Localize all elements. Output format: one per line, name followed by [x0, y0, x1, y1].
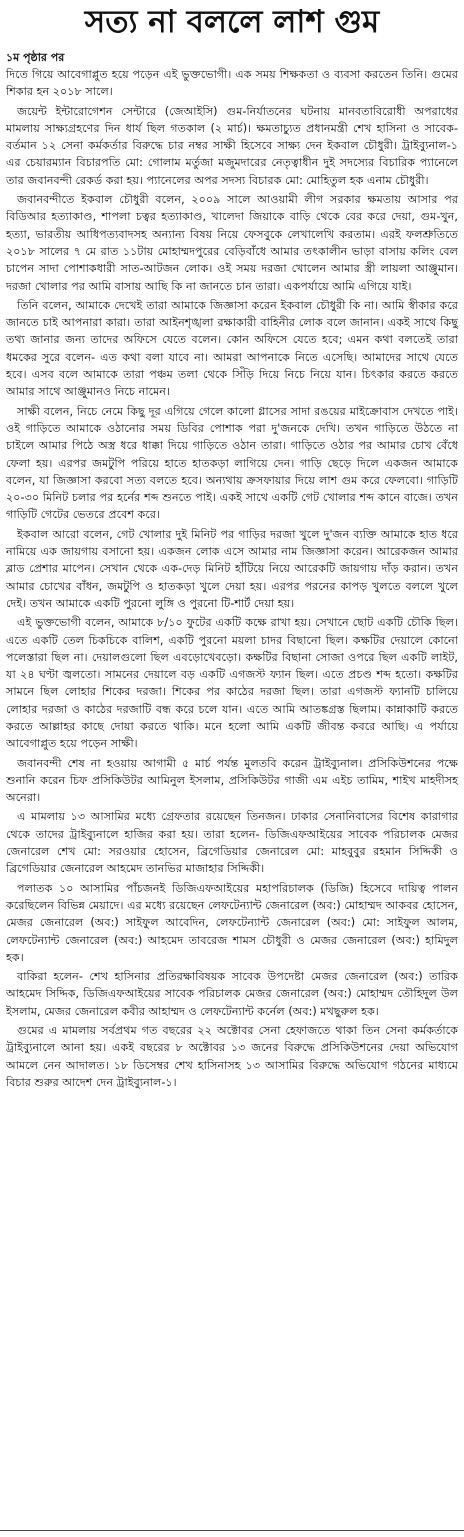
bottom-divider: [0, 1530, 464, 1537]
article-paragraph: পলাতক ১০ আসামির পাঁচজনই ডিজিএফআইয়ের মহাপরিচালক (ডিজি) হিসেবে দায়িত্ব পালন করেছিলেন বিভিন্ন মেয়াদে। এর মধ্যে রয়েছেন লেফটেন্যান্ট জেনারেল (অব:) মোহাম্মদ আকবর হোসেন, মেজর জেনারেল (অব:) সাইফুল আবেদিন, লেফটেন্যান্ট জেনারেল (অব:) মো: সাইফুল আলম, লেফটেন্যান্ট জেনারেল (অব:) আহমেদ তাবরেজ শামস চৌধুরী ও মেজর জেনারেল (অব:) হামিদুল হক।: [6, 881, 458, 964]
article-paragraph: বাকিরা হলেন- শেখ হাসিনার প্রতিরক্ষাবিষয়ক সাবেক উপদেষ্টা মেজর জেনারেল (অব:) তারিক আহমেদ সিদ্দিক, ডিজিএফআইয়ের সাবেক পরিচালক মেজর জেনারেল (অব:) মোহাম্মদ তৌহিদুল উল ইসলাম, মেজর জেনারেল কবীর আহাম্মদ ও লেফটেন্যান্ট কর্নেল (অব:) মখছুরুল হক।: [6, 970, 458, 1018]
article-paragraph: জবানবন্দীতে ইকবাল চৌধুরী বলেন, ২০০৯ সালে আওয়ামী লীগ সরকার ক্ষমতায় আসার পর বিডিআর হত্যাকাণ্ড, শাপলা চত্বর হত্যাকাণ্ড, খালেদা জিয়াকে বাড়ি থেকে বের করে দেয়া, গুম-খুন, হত্যা, ভারতীয় আধিপত্যবাদসহ অন্যান্য বিষয় নিয়ে ফেসবুকে লেখালেখি করতাম। এরই ফলশ্রুতিতে ২০১৮ সালের ৭ মে রাত ১১টায় মোহাম্মদপুরের বেড়িবাঁধে আমার তৎকালীন ভাড়া বাসায় কলিং বেল চাপেন সাদা পোশাকধারী সাত-আটজন লোক। ওই সময় দরজা খোলেন আমার স্ত্রী লায়লা আঞ্জুমান। দরজা খোলার পর আমি বাসায় আছি কি না জানতে চান তারা। একপর্যায়ে আমি এগিয়ে যাই।: [6, 193, 458, 293]
headline: সত্য না বললে লাশ গুম: [84, 4, 380, 40]
article-paragraph: এ মামলায় ১৩ আসামির মধ্যে গ্রেফতার রয়েছেন তিনজন। ঢাকার সেনানিবাসের বিশেষ কারাগার থেকে তাদের ট্রাইব্যুনালে হাজির করা হয়। তারা হলেন- ডিজিএফআইয়ের সাবেক পরিচালক মেজর জেনারেল শেখ মো: সরওয়ার হোসেন, ব্রিগেডিয়ার জেনারেল মো: মাহবুবুর রহমান সিদ্দিকী ও ব্রিগেডিয়ার জেনারেল আহমেদ তানভির মাজাহার সিদ্দিকী।: [6, 810, 458, 876]
article-body: [6, 66, 458, 1091]
article-paragraph: সাক্ষী বলেন, নিচে নেমে কিছু দূর এগিয়ে গেলে কালো গ্লাসের সাদা রঙয়ের মাইক্রোবাস দেখতে পাই। ওই গাড়িতে আমাকে ওঠানোর সময় ডিবির পোশাক পরা দু'জনকে দেখি। তখন গাড়িতে উঠতে না চাইলে আমার পিঠে অস্ত্র ধরে ধাক্কা দিয়ে গাড়িতে ওঠান তারা। গাড়িতে ওঠার পর আমার চোখ বেঁধে ফেলা হয়। এরপর জমটুপি পরিয়ে হাতে হাতকড়া লাগিয়ে দেন। গাড়ি ছেড়ে দিলে একজন আমাকে বলেন, যা জিজ্ঞাসা করবো সত্য বলতে হবে। অন্যথায় ক্রসফায়ার দিয়ে লাশ গুম করে ফেলবো। গাড়িটি ২০-৩০ মিনিট চলার পর হর্নের শব্দ শুনতে পাই। একই সাথে একটি গেট খোলার শব্দ কানে বাজে। তখন গাড়িটি গেটের ভেতরে প্রবেশ করে।: [6, 404, 458, 522]
article-paragraph: জয়েন্ট ইন্টারোগেশন সেন্টারে (জেআইসি) গুম-নির্যাতনের ঘটনায় মানবতাবিরোধী অপরাধের মামলায় সাক্ষ্যগ্রহণের দিন ধার্য ছিল গতকাল (২ মার্চ)। ক্ষমতাচ্যুত প্রধানমন্ত্রী শেখ হাসিনা ও সাবেক-বর্তমান ১২ সেনা কর্মকর্তার বিরুদ্ধে চার নম্বর সাক্ষী হিসেবে সাক্ষ্য দেন ইকবাল চৌধুরী। ট্রাইব্যুনাল-১ এর চেয়ারম্যান বিচারপতি মো: গোলাম মর্তুজা মজুমদারের নেতৃত্বাধীন দুই সদস্যের বিচারিক প্যানেলে তার জবানবন্দী রেকর্ড করা হয়। প্যানেলের অপর সদস্য বিচারক মো: মোহিতুল হক এনাম চৌধুরী।: [6, 104, 458, 187]
article-paragraph: গুমের এ মামলায় সর্বপ্রথম গত বছরের ২২ অক্টোবর সেনা হেফাজতে থাকা তিন সেনা কর্মকর্তাকে ট্রাইব্যুনালে আনা হয়। একই বছরের ৮ অক্টোবর ১৩ জনের বিরুদ্ধে প্রসিকিউশনের দেয়া অভিযোগ আমলে নেন আদালত। ১৮ ডিসেম্বর শেখ হাসিনাসহ ১৩ আসামির বিরুদ্ধে অভিযোগ গঠনের মাধ্যমে বিচার শুরুর আদেশ দেন ট্রাইব্যুনাল-১।: [6, 1024, 458, 1089]
article-paragraph: এই ভুক্তভোগী বলেন, আমাকে ৮/১০ ফুটের একটি কক্ষে রাখা হয়। সেখানে ছোট একটি চৌকি ছিল। এতে একটি তেল চিকচিকে বালিশ, একটি পুরনো ময়লা চাদর বিছানো ছিল। কক্ষটির দেয়ালে কোনো পলেস্তারা ছিল না। দেয়ালগুলো ছিল এবড়োখেবড়ো। কক্ষটির বিছানা সোজা ওপরে ছিল একটি লাইট, যা ২৪ ঘণ্টা জ্বলতো। সামনের দেয়ালে বড় একটি এগজস্ট ফ্যান ছিল। এতে প্রচণ্ড শব্দ হতো। কক্ষটির সামনে ছিল লোহার শিকের দরজা। শিকের পর কাঠের দরজা ছিল। তারা এগজস্ট ফ্যানটি চালিয়ে লোহার দরজা ও কাঠের দরজাটি বন্ধ করে চলে যান। এতে আমি আতঙ্কগ্রস্ত ছিলাম। কান্নাকাটি করতে করতে আল্লাহর কাছে দোয়া করতে থাকি। মনে হলো আমি একটি জীবন্ত কবরে আছি। এ পর্যায়ে আবেগাপ্লুত হয়ে পড়েন সাক্ষী।: [6, 616, 458, 751]
article-paragraph: দিতে গিয়ে আবেগাপ্লুত হয়ে পড়েন এই ভুক্তভোগী। এক সময় শিক্ষকতা ও ব্যবসা করতেন তিনি। গুমের শিকার হন ২০১৮ সালে।: [6, 68, 458, 99]
article-paragraph: জবানবন্দী শেষ না হওয়ায় আগামী ৫ মার্চ পর্যন্ত মুলতবি করেন ট্রাইব্যুনাল। প্রসিকিউশনের পক্ষে শুনানি করেন চিফ প্রসিকিউটর আমিনুল ইসলাম, প্রসিকিউটর গাজী এম এইচ তামিম, শাইখ মাহদীসহ অনেরা।: [6, 756, 458, 805]
article-paragraph: তিনি বলেন, আমাকে দেখেই তারা আমাকে জিজ্ঞাসা করেন ইকবাল চৌধুরী কি না। আমি স্বীকার করে জানতে চাই আপনারা কারা। তারা আইনশৃঙ্খলা রক্ষাকারী বাহিনীর লোক বলে জানান। একই সাথে কিছু তথ্য জানার জন্য তাদের অফিসে যেতে বলেন। কোন অফিসে যেতে হবে; এমন কথা বলতেই তারা ধমকের সুরে বলেন- এত কথা বলা যাবে না। আমরা আপনাকে নিতে এসেছি। আমাদের সাথে যেতে হবে। এসব বলে আমাকে তারা পঞ্চম তলা থেকে সিঁড়ি দিয়ে নিচে নিয়ে যান। চিৎকার করতে করতে আমার সাথে আঞ্জুমানও নিচে নামেন।: [6, 298, 458, 399]
continued-from-label: ১ম পৃষ্ঠার পর: [6, 51, 65, 64]
article-paragraph: ইকবাল আরো বলেন, গেট খোলার দুই মিনিট পর গাড়ির দরজা খুলে দু'জন ব্যক্তি আমাকে হাত ধরে নামিয়ে এক জায়গায় বসানো হয়। একজন লোক এসে আমার নাম জিজ্ঞাসা করেন। আরেকজন আমার ব্লাড প্রেশার মাপেন। সেখান থেকে এক-দেড় মিনিট হাঁটিয়ে নিয়ে আরেকটি জায়গায় দাঁড় করান। তখন আমার চোখের বাঁধন, জমটুপি ও হাতকড়া খুলে দেয়া হয়। এরপর পরনের কাপড় খুলতে বললে খুলে দেই। তখন আমাকে একটি পুরনো লুঙ্গি ও পুরনো টি-শার্ট দেয়া হয়।: [6, 527, 458, 610]
